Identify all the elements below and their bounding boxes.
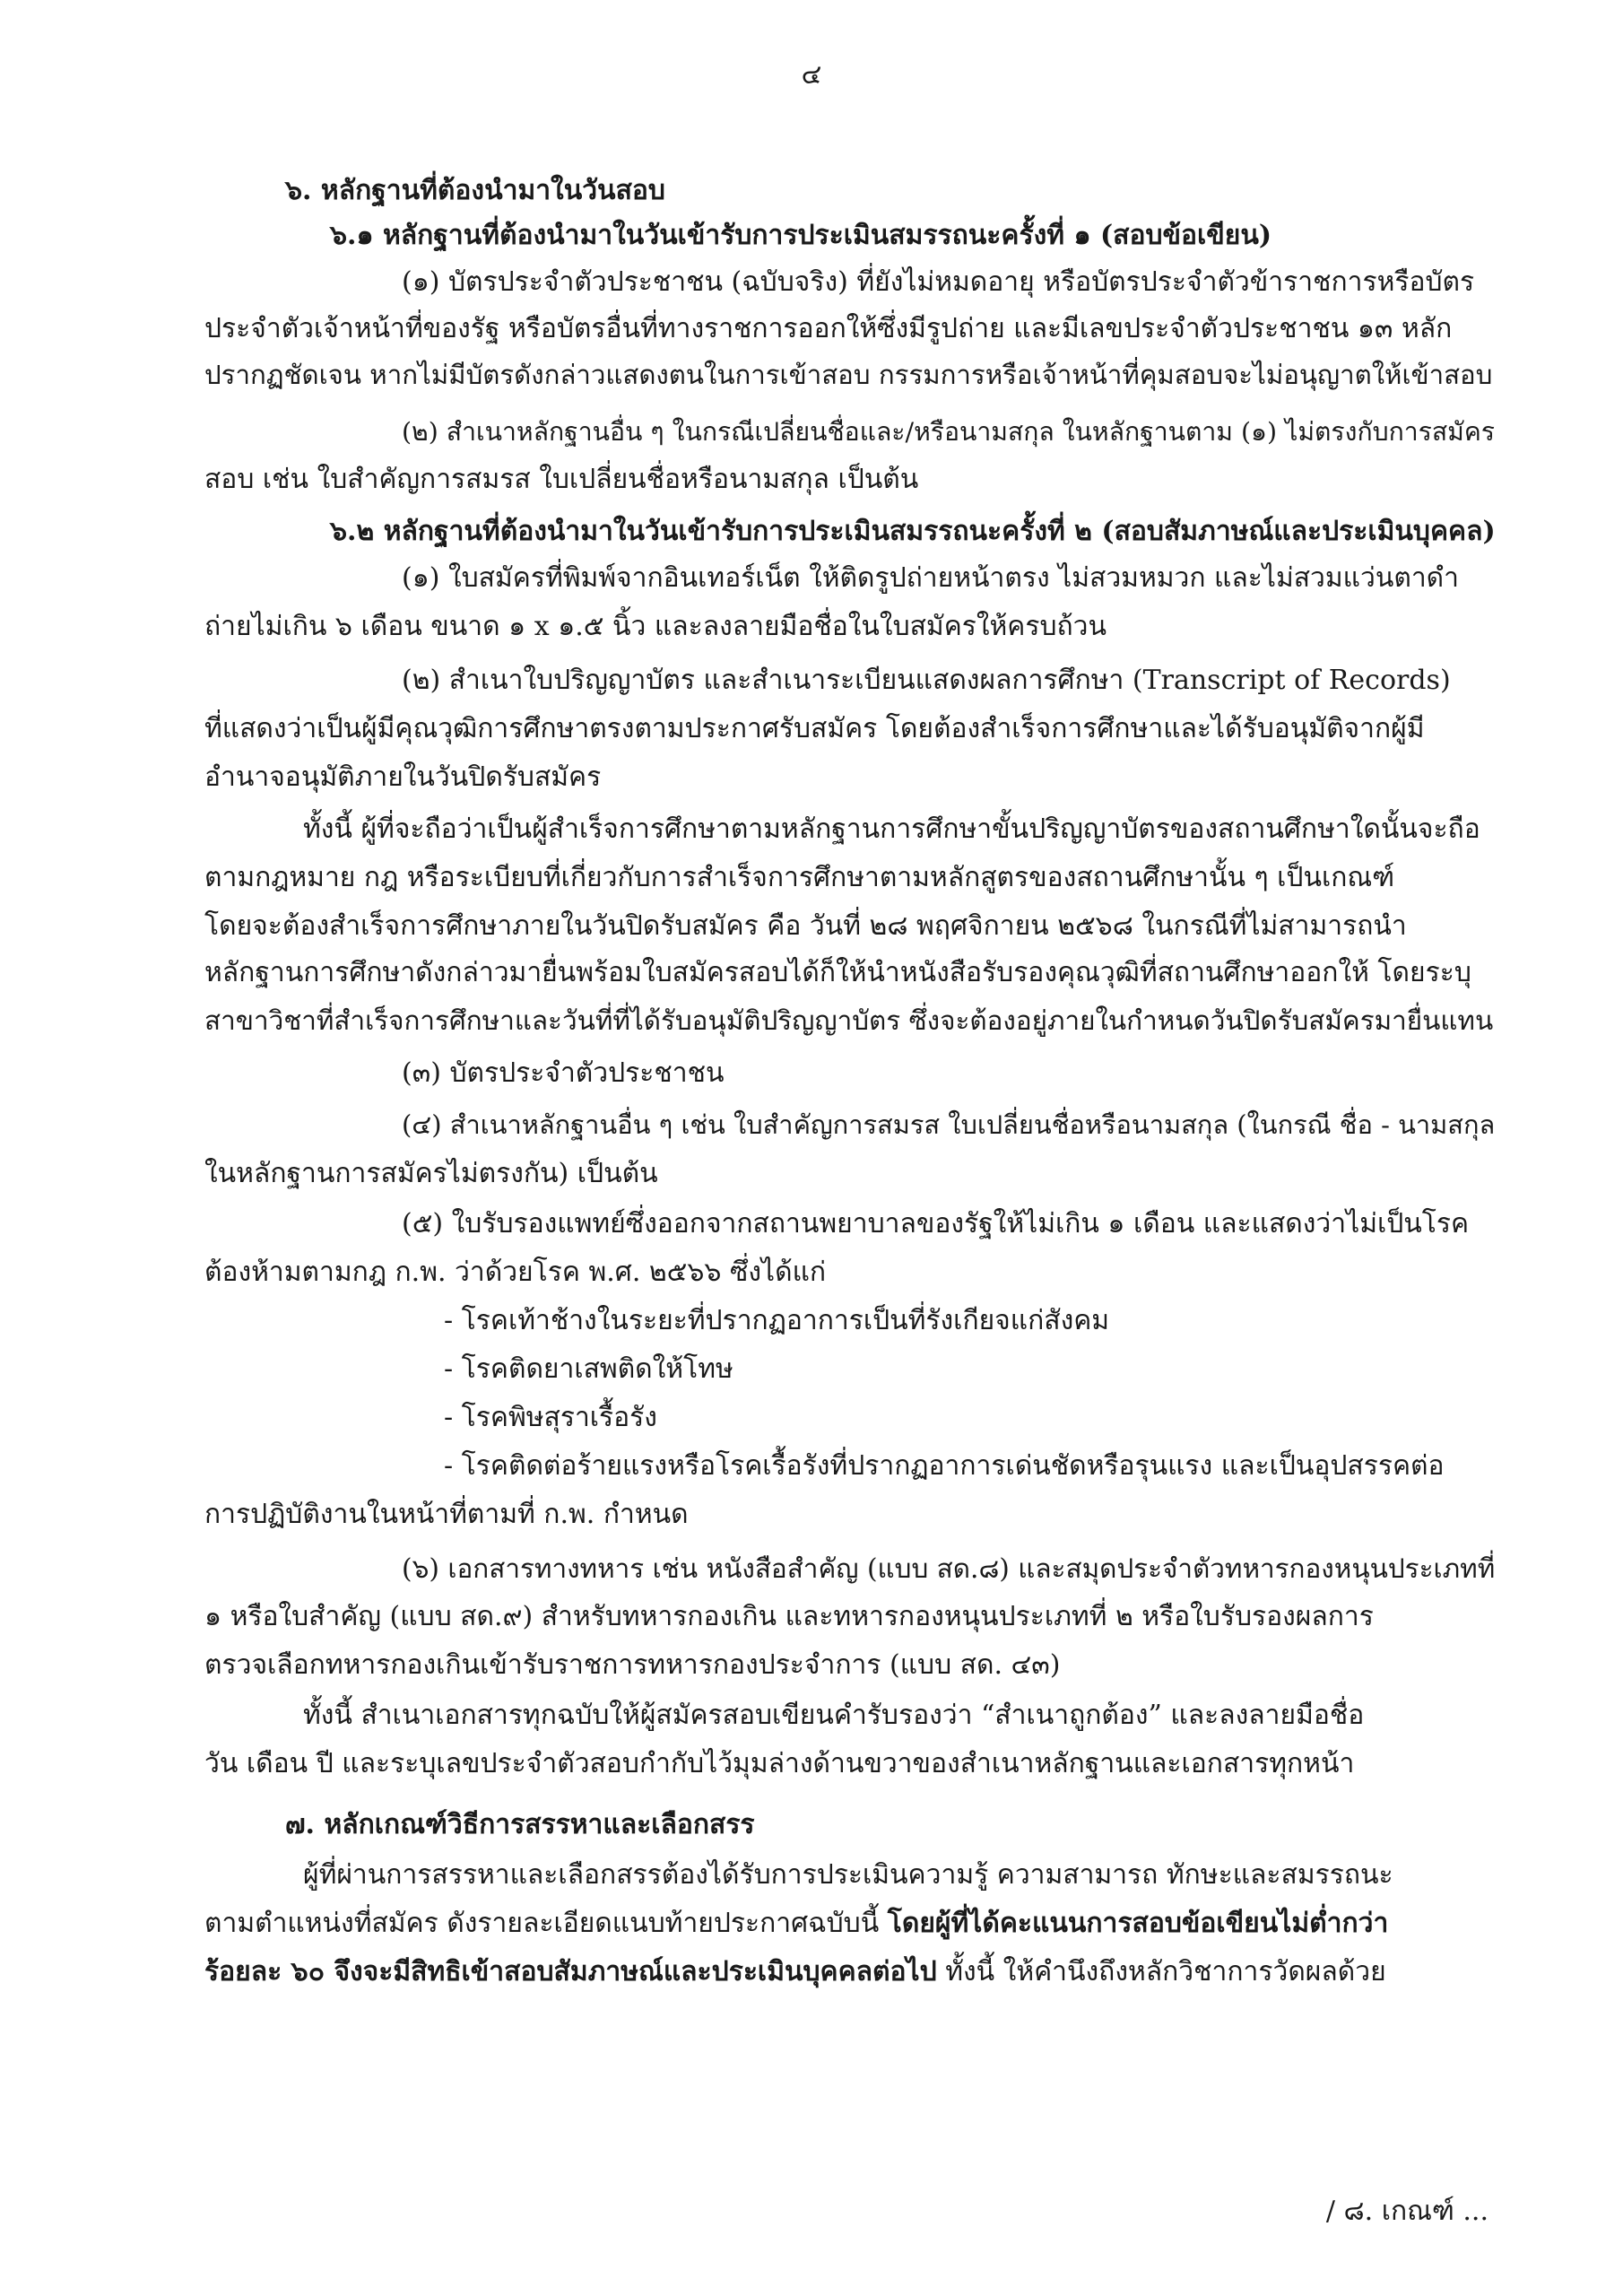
paragraph-line: ประจำตัวเจ้าหน้าที่ของรัฐ หรือบัตรอื่นที่ทางราชการออกให้ซึ่งมีรูปถ่าย และมีเลขประจำตัวประชาชน ๑๓ หลัก xyxy=(204,313,1453,344)
paragraph-line: สาขาวิชาที่สำเร็จการศึกษาและวันที่ที่ได้รับอนุมัติปริญญาบัตร ซึ่งจะต้องอยู่ภายในกำหนดวันปิดรับสมัครมายื่นแทน xyxy=(204,1005,1494,1036)
paragraph-text: ทั้งนี้ ให้คำนึงถึงหลักวิชาการวัดผลด้วย xyxy=(936,1956,1386,1987)
paragraph-line: (๒) สำเนาใบปริญญาบัตร และสำเนาระเบียนแสดงผลการศึกษา (Transcript of Records) xyxy=(402,665,1451,696)
paragraph-line: ผู้ที่ผ่านการสรรหาและเลือกสรรต้องได้รับการประเมินความรู้ ความสามารถ ทักษะและสมรรถนะ xyxy=(303,1859,1393,1891)
paragraph-line: ปรากฏชัดเจน หากไม่มีบัตรดังกล่าวแสดงตนในการเข้าสอบ กรรมการหรือเจ้าหน้าที่คุมสอบจะไม่อนุญาตให้เข้าสอบ xyxy=(204,360,1493,390)
paragraph-line: ทั้งนี้ ผู้ที่จะถือว่าเป็นผู้สำเร็จการศึกษาตามหลักฐานการศึกษาขั้นปริญญาบัตรของสถานศึกษาใดนั้นจะถือ xyxy=(303,813,1480,845)
section-7-heading: ๗. หลักเกณฑ์วิธีการสรรหาและเลือกสรร xyxy=(285,1809,755,1840)
paragraph-line: (๑) ใบสมัครที่พิมพ์จากอินเทอร์เน็ต ให้ติดรูปถ่ายหน้าตรง ไม่สวมหมวก และไม่สวมแว่นตาดำ xyxy=(402,562,1460,594)
paragraph-line: ตรวจเลือกทหารกองเกินเข้ารับราชการทหารกองประจำการ (แบบ สด. ๔๓) xyxy=(204,1649,1061,1681)
list-item: - โรคเท้าช้างในระยะที่ปรากฏอาการเป็นที่รังเกียจแก่สังคม xyxy=(444,1305,1110,1336)
continuation-footer: / ๘. เกณฑ์ ... xyxy=(1325,2196,1488,2227)
paragraph-line: ตามกฎหมาย กฎ หรือระเบียบที่เกี่ยวกับการสำเร็จการศึกษาตามหลักสูตรของสถานศึกษานั้น ๆ เป็นเกณฑ์ xyxy=(204,862,1395,893)
paragraph-line: การปฏิบัติงานในหน้าที่ตามที่ ก.พ. กำหนด xyxy=(204,1499,689,1530)
paragraph-line: หลักฐานการศึกษาดังกล่าวมายื่นพร้อมใบสมัครสอบได้ก็ให้นำหนังสือรับรองคุณวุฒิที่สถานศึกษาออกให้ โดยระบุ xyxy=(204,957,1471,988)
paragraph-line: ที่แสดงว่าเป็นผู้มีคุณวุฒิการศึกษาตรงตามประกาศรับสมัคร โดยต้องสำเร็จการศึกษาและได้รับอนุมัติจากผู้มี xyxy=(204,713,1425,744)
section-6-2-heading: ๖.๒ หลักฐานที่ต้องนำมาในวันเข้ารับการประเมินสมรรถนะครั้งที่ ๒ (สอบสัมภาษณ์และประเมินบุคคล) xyxy=(330,516,1496,547)
emphasis-text: ร้อยละ ๖๐ จึงจะมีสิทธิเข้าสอบสัมภาษณ์และประเมินบุคคลต่อไป xyxy=(204,1956,937,1987)
paragraph-line: ๑ หรือใบสำคัญ (แบบ สด.๙) สำหรับทหารกองเกิน และทหารกองหนุนประเภทที่ ๒ หรือใบรับรองผลการ xyxy=(204,1601,1374,1632)
emphasis-text: โดยผู้ที่ได้คะแนนการสอบข้อเขียนไม่ต่ำกว่า xyxy=(887,1908,1389,1939)
section-6-1-heading: ๖.๑ หลักฐานที่ต้องนำมาในวันเข้ารับการประเมินสมรรถนะครั้งที่ ๑ (สอบข้อเขียน) xyxy=(330,220,1272,251)
paragraph-line xyxy=(204,1956,1386,1987)
paragraph-line: วัน เดือน ปี และระบุเลขประจำตัวสอบกำกับไว้มุมล่างด้านขวาของสำเนาหลักฐานและเอกสารทุกหน้า xyxy=(204,1748,1355,1779)
paragraph-line: (๑) บัตรประจำตัวประชาชน (ฉบับจริง) ที่ยังไม่หมดอายุ หรือบัตรประจำตัวข้าราชการหรือบัตร xyxy=(402,266,1475,298)
paragraph-line: ต้องห้ามตามกฎ ก.พ. ว่าด้วยโรค พ.ศ. ๒๕๖๖ ซึ่งได้แก่ xyxy=(204,1257,827,1288)
paragraph-line: โดยจะต้องสำเร็จการศึกษาภายในวันปิดรับสมัคร คือ วันที่ ๒๘ พฤศจิกายน ๒๕๖๘ ในกรณีที่ไม่สามารถนำ xyxy=(204,910,1407,942)
paragraph-text: ตามตำแหน่งที่สมัคร ดังรายละเอียดแนบท้ายประกาศฉบับนี้ xyxy=(204,1908,888,1939)
paragraph-line: ทั้งนี้ สำเนาเอกสารทุกฉบับให้ผู้สมัครสอบเขียนคำรับรองว่า “สำเนาถูกต้อง” และลงลายมือชื่อ xyxy=(303,1700,1365,1731)
paragraph-line: (๓) บัตรประจำตัวประชาชน xyxy=(402,1057,725,1089)
section-6-heading: ๖. หลักฐานที่ต้องนำมาในวันสอบ xyxy=(285,175,665,206)
paragraph-line: (๔) สำเนาหลักฐานอื่น ๆ เช่น ใบสำคัญการสมรส ใบเปลี่ยนชื่อหรือนามสกุล (ในกรณี ชื่อ - นามสกุล xyxy=(402,1109,1496,1140)
paragraph-line xyxy=(204,1910,1388,1937)
paragraph-line: ในหลักฐานการสมัครไม่ตรงกัน) เป็นต้น xyxy=(204,1158,658,1189)
paragraph-line: อำนาจอนุมัติภายในวันปิดรับสมัคร xyxy=(204,761,602,793)
paragraph-line: (๒) สำเนาหลักฐานอื่น ๆ ในกรณีเปลี่ยนชื่อและ/หรือนามสกุล ในหลักฐานตาม (๑) ไม่ตรงกับการสมัคร xyxy=(402,417,1495,447)
list-item: - โรคพิษสุราเรื้อรัง xyxy=(444,1402,657,1433)
page-number: ๔ xyxy=(801,59,822,91)
paragraph-line: ถ่ายไม่เกิน ๖ เดือน ขนาด ๑ x ๑.๕ นิ้ว และลงลายมือชื่อในใบสมัครให้ครบถ้วน xyxy=(204,611,1107,642)
list-item: - โรคติดยาเสพติดให้โทษ xyxy=(444,1353,733,1385)
paragraph-line: (๖) เอกสารทางทหาร เช่น หนังสือสำคัญ (แบบ สด.๘) และสมุดประจำตัวทหารกองหนุนประเภทที่ xyxy=(402,1552,1496,1584)
list-item: - โรคติดต่อร้ายแรงหรือโรคเรื้อรังที่ปรากฏอาการเด่นชัดหรือรุนแรง และเป็นอุปสรรคต่อ xyxy=(444,1450,1445,1482)
paragraph-line: สอบ เช่น ใบสำคัญการสมรส ใบเปลี่ยนชื่อหรือนามสกุล เป็นต้น xyxy=(204,464,919,495)
paragraph-line: (๕) ใบรับรองแพทย์ซึ่งออกจากสถานพยาบาลของรัฐให้ไม่เกิน ๑ เดือน และแสดงว่าไม่เป็นโรค xyxy=(402,1208,1470,1239)
